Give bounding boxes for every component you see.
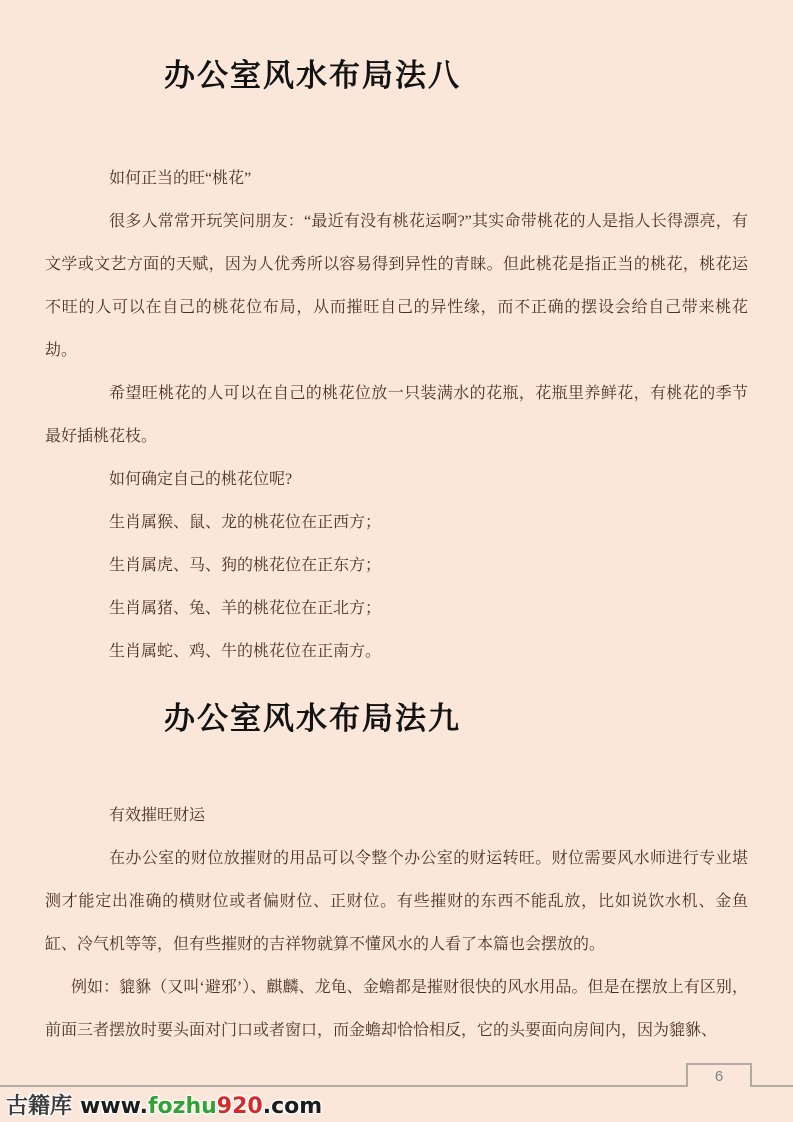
paragraph: 例如：貔貅（又叫‘避邪’）、麒麟、龙龟、金蟾都是摧财很快的风水用品。但是在摆放上有区别，前面三者摆放时要头面对门口或者窗口，而金蟾却恰恰相反，它的头要面向房间内，因为貔貅、 bbox=[45, 979, 748, 1039]
paragraph: 生肖属猴、鼠、龙的桃花位在正西方； bbox=[109, 514, 382, 531]
paragraph: 希望旺桃花的人可以在自己的桃花位放一只装满水的花瓶，花瓶里养鲜花，有桃花的季节最好插桃花枝。 bbox=[45, 385, 748, 445]
page-number: 6 bbox=[714, 1067, 724, 1085]
section-1-body bbox=[45, 157, 748, 673]
footer-divider-left bbox=[0, 1085, 686, 1087]
watermark-url-red: 920 bbox=[216, 1094, 263, 1119]
paragraph: 生肖属蛇、鸡、牛的桃花位在正南方。 bbox=[109, 643, 382, 660]
paragraph: 在办公室的财位放摧财的用品可以令整个办公室的财运转旺。财位需要风水师进行专业堪测才能定出准确的横财位或者偏财位、正财位。有些摧财的东西不能乱放，比如说饮水机、金鱼缸、冷气机等等，但有些摧财的吉祥物就算不懂风水的人看了本篇也会摆放的。 bbox=[45, 850, 748, 953]
watermark-url-com: .com bbox=[262, 1094, 323, 1119]
watermark-url-www: www. bbox=[80, 1094, 148, 1119]
section-2-title: 办公室风水布局法九 bbox=[164, 701, 461, 736]
section-2-body bbox=[45, 794, 748, 1052]
page-number-tab bbox=[686, 1063, 752, 1087]
watermark-site-name: 古籍库 bbox=[6, 1094, 73, 1119]
paragraph: 如何确定自己的桃花位呢? bbox=[109, 471, 293, 488]
watermark-url-green: fozhu bbox=[147, 1094, 217, 1119]
footer-divider-right bbox=[750, 1085, 793, 1087]
section-1-title: 办公室风水布局法八 bbox=[164, 58, 461, 93]
paragraph: 生肖属虎、马、狗的桃花位在正东方； bbox=[109, 557, 382, 574]
paragraph: 很多人常常开玩笑问朋友：“最近有没有桃花运啊?”其实命带桃花的人是指人长得漂亮，有文学或文艺方面的天赋，因为人优秀所以容易得到异性的青睐。但此桃花是指正当的桃花，桃花运不旺的人可以在自己的桃花位布局，从而摧旺自己的异性缘，而不正确的摆设会给自己带来桃花劫。 bbox=[45, 213, 748, 359]
watermark bbox=[6, 1089, 322, 1120]
paragraph: 如何正当的旺“桃花” bbox=[109, 170, 252, 187]
paragraph: 有效摧旺财运 bbox=[109, 807, 206, 824]
paragraph: 生肖属猪、兔、羊的桃花位在正北方； bbox=[109, 600, 382, 617]
